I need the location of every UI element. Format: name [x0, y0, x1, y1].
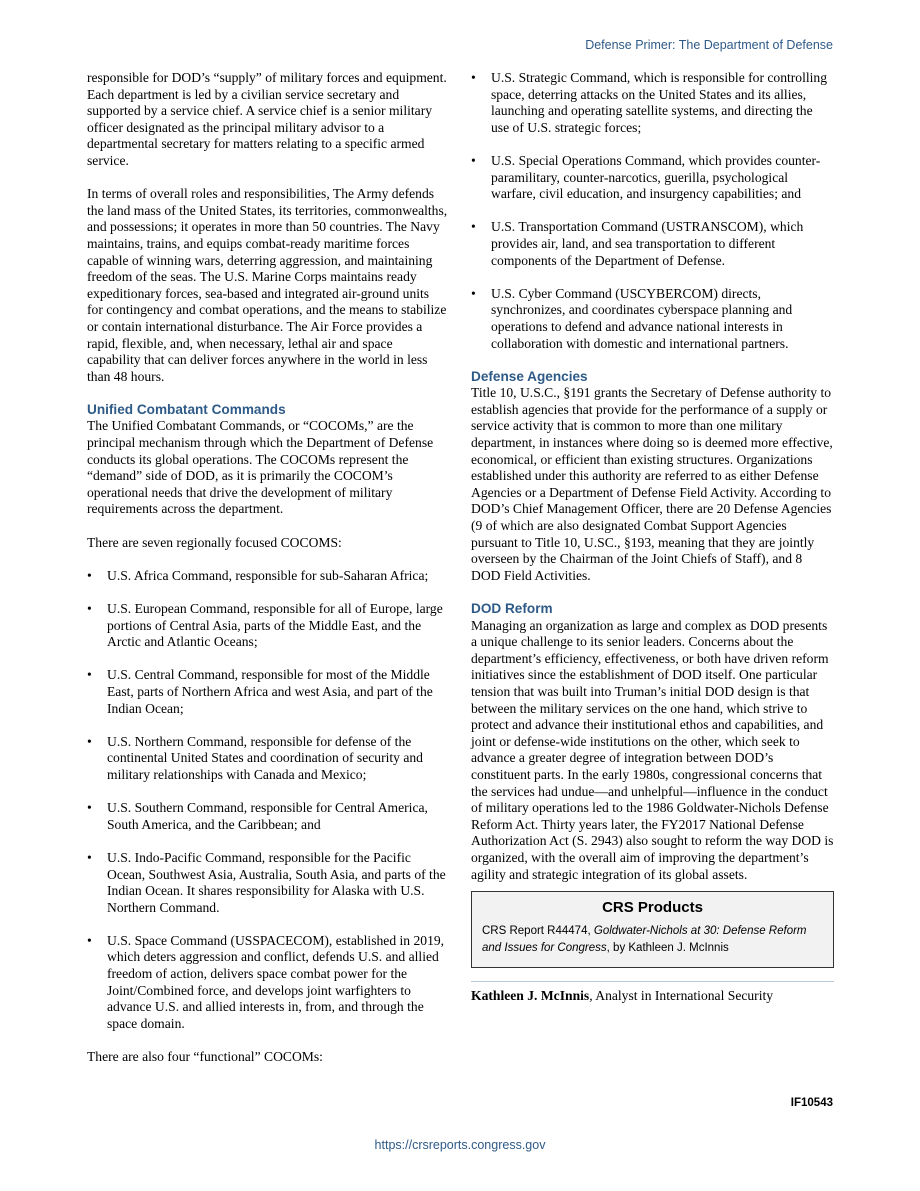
- bullet-icon: •: [471, 152, 476, 168]
- crs-report-reference: CRS Report R44474, Goldwater-Nichols at 30: Defense Reform and Issues for Congress, by Kathleen J. McInnis: [482, 924, 807, 954]
- author-name: Kathleen J. McInnis: [471, 987, 590, 1003]
- document-id: IF10543: [790, 1097, 833, 1109]
- bullet-icon: •: [87, 733, 92, 749]
- paragraph-functional-intro: There are also four “functional” COCOMs:: [87, 1049, 323, 1065]
- functional-cocoms-list: [471, 70, 834, 352]
- list-item: • U.S. Central Command, responsible for most of the Middle East, parts of Northern Africa and west Asia, and part of the Indian Ocean;: [87, 667, 433, 716]
- section-title-defense-agencies: Defense Agencies: [471, 368, 588, 384]
- bullet-icon: •: [87, 800, 92, 816]
- bullet-icon: •: [87, 849, 92, 865]
- bullet-icon: •: [87, 601, 92, 616]
- right-column: [471, 70, 834, 1004]
- list-item: • U.S. Indo-Pacific Command, responsible for the Pacific Ocean, Southwest Asia, Australia, South Asia, and parts of the Indian Ocean. It shares responsibility for Alaska with U.S. Northern Command.: [87, 849, 446, 915]
- crs-products-title: CRS Products: [602, 899, 703, 917]
- bullet-icon: •: [87, 932, 92, 948]
- bullet-icon: •: [87, 567, 92, 583]
- list-item: • U.S. Space Command (USSPACECOM), established in 2019, which deters aggression and conflict, defends U.S. and allied freedom of action, delivers space combat power for the Joint/Combined force, and develops joint warfighters to advance U.S. and allied interests in, from, and through the space domain.: [87, 932, 445, 1031]
- list-item: • U.S. Northern Command, responsible for defense of the continental United States and coordination of security and military relationships with Canada and Mexico;: [87, 733, 423, 782]
- crs-products-box: [471, 891, 834, 968]
- author-line: [471, 988, 834, 1005]
- left-column: [87, 70, 448, 1082]
- paragraph-regional-intro: There are seven regionally focused COCOMS:: [87, 534, 342, 550]
- list-item: • U.S. Africa Command, responsible for sub-Saharan Africa;: [87, 567, 429, 583]
- footer-url[interactable]: https://crsreports.congress.gov: [374, 1138, 546, 1152]
- divider: [471, 981, 834, 982]
- paragraph-defense-agencies: Title 10, U.S.C., §191 grants the Secretary of Defense authority to establish agencies that provide for the performance of a supply or service activity that is common to more than one military department, in instances where doing so is deemed more effective, economical, or efficient than existing structures. Organizations established under this authority are referred to as either Defense Agencies or a Department of Defense Field Activity. According to DOD’s Chief Management Officer, there are 20 Defense Agencies (9 of which are also designated Combat Support Agencies pursuant to Title 10, U.SC., §193, meaning that they are jointly overseen by the Chairman of the Joint Chiefs of Staff), and 8 DOD Field Activities.: [471, 385, 833, 583]
- bullet-icon: •: [471, 285, 476, 301]
- section-title-unified-combatant-commands: Unified Combatant Commands: [87, 401, 286, 417]
- list-item: • U.S. Cyber Command (USCYBERCOM) directs, synchronizes, and coordinates cyberspace planning and operations to defend and advance national interests in collaboration with domestic and international partners.: [471, 285, 793, 351]
- list-item: • U.S. Strategic Command, which is responsible for controlling space, deterring attacks on the United States and its allies, launching and operating satellite systems, and directing the use of U.S. strategic forces;: [471, 70, 828, 135]
- paragraph-dod-reform: Managing an organization as large and complex as DOD presents a unique challenge to its senior leaders. Concerns about the department’s efficiency, effectiveness, or both have driven reform initiatives since the establishment of DOD itself. One particular tension that was built into Truman’s initial DOD design is that between the military services on the one hand, which strive to protect and advance their institutional ethos and capabilities, and joint or defense-wide institutions on the other, which seek to advance a greater degree of integration between DOD’s constituent parts. In the early 1980s, congressional concerns that the services had undue—and unhelpful—influence in the conduct of military operations led to the 1986 Goldwater-Nichols Defense Reform Act. Thirty years later, the FY2017 National Defense Authorization Act (S. 2943) also sought to reform the way DOD is organized, with the overall aim of improving the department’s agility and strategic integration of its global assets.: [471, 617, 834, 882]
- paragraph-cocoms: The Unified Combatant Commands, or “COCOMs,” are the principal mechanism through which the Department of Defense conducts its global operations. The COCOMs represent the “demand” side of DOD, as it is primarily the COCOM’s operational needs that drive the development of military requirements across the department.: [87, 418, 434, 517]
- regional-cocoms-list: [87, 568, 448, 1033]
- author-role: , Analyst in International Security: [589, 987, 774, 1003]
- bullet-icon: •: [471, 219, 476, 235]
- paragraph-service-departments: responsible for DOD’s “supply” of military forces and equipment. Each department is led by a civilian service secretary and supported by a service chief. A service chief is a senior military officer designated as the principal military advisor to a departmental secretary for matters relating to a specific armed service.: [87, 70, 447, 168]
- bullet-icon: •: [87, 667, 92, 683]
- report-title: Goldwater-Nichols at 30: Defense Reform and Issues for Congress: [482, 924, 807, 954]
- list-item: • U.S. European Command, responsible for all of Europe, large portions of Central Asia, parts of the Middle East, and the Arctic and Atlantic Oceans;: [87, 601, 443, 650]
- list-item: • U.S. Special Operations Command, which provides counter-paramilitary, counter-narcotics, guerilla, psychological warfare, civil education, and insurgency capabilities; and: [471, 152, 821, 202]
- paragraph-service-roles: In terms of overall roles and responsibilities, The Army defends the land mass of the United States, its territories, commonwealths, and possessions; it operates in more than 50 countries. The Navy maintains, trains, and equips combat-ready maritime forces capable of winning wars, deterring aggression, and maintaining freedom of the seas. The U.S. Marine Corps maintains ready expeditionary forces, sea-based and integrated air-ground units for contingency and combat operations, and the means to stabilize or contain international disturbance. The Air Force provides a rapid, flexible, and, when necessary, lethal air and space capability that can deliver forces anywhere in the world in less than 48 hours.: [87, 186, 448, 384]
- section-title-dod-reform: DOD Reform: [471, 601, 553, 616]
- running-header: Defense Primer: The Department of Defense: [585, 38, 833, 52]
- bullet-icon: •: [471, 70, 476, 85]
- list-item: • U.S. Southern Command, responsible for Central America, South America, and the Caribbean; and: [87, 800, 428, 832]
- list-item: • U.S. Transportation Command (USTRANSCOM), which provides air, land, and sea transportation to different components of the Department of Defense.: [471, 219, 804, 268]
